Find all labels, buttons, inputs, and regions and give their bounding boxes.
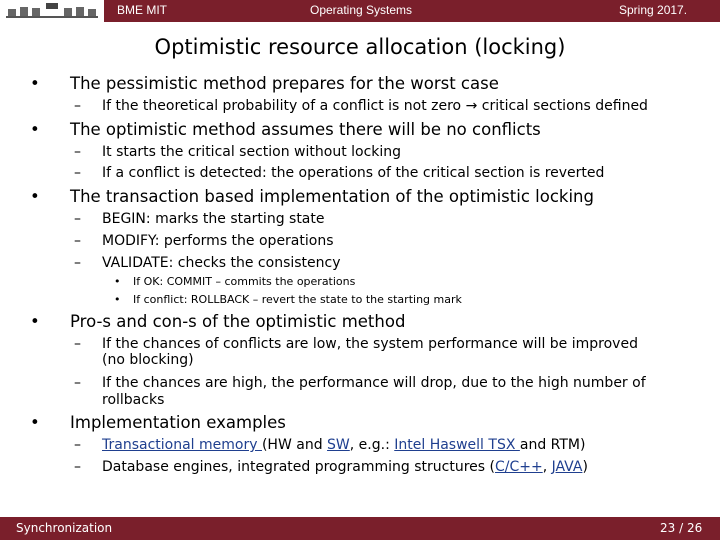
dash-icon: – — [74, 375, 81, 391]
header-bar — [0, 0, 720, 22]
link-sw[interactable]: SW — [327, 437, 350, 453]
link-intel-haswell-tsx[interactable]: Intel Haswell TSX — [394, 437, 520, 453]
dash-icon: – — [74, 211, 81, 227]
page-number: 23 / 26 — [660, 521, 703, 535]
dash-icon: – — [74, 255, 81, 271]
header-course: Operating Systems — [310, 3, 413, 17]
dash-icon: – — [74, 459, 81, 475]
dash-icon: – — [74, 336, 81, 352]
university-logo — [0, 0, 104, 22]
slide-title: Optimistic resource allocation (locking) — [154, 35, 566, 59]
bullet-icon: • — [30, 187, 40, 206]
footer-bar — [0, 517, 720, 540]
bullet-icon: • — [30, 74, 40, 93]
dash-icon: – — [74, 165, 81, 181]
link-java[interactable]: JAVA — [551, 459, 583, 475]
bullet-icon: • — [30, 312, 40, 331]
header-semester: Spring 2017. — [619, 3, 688, 17]
header-left: BME MIT — [117, 3, 167, 17]
footer-section: Synchronization — [16, 521, 113, 535]
link-c-cpp[interactable]: C/C++ — [494, 459, 543, 475]
link-transactional-memory[interactable]: Transactional memory — [102, 437, 262, 453]
bullet-icon: • — [30, 120, 40, 139]
dash-icon: – — [74, 233, 81, 249]
dash-icon: – — [74, 98, 81, 114]
dash-icon: – — [74, 437, 81, 453]
bullet-icon: • — [114, 275, 121, 288]
bullet-icon: • — [114, 293, 121, 306]
building-emblem-icon — [6, 3, 98, 18]
dash-icon: – — [74, 144, 81, 160]
bullet-icon: • — [30, 413, 40, 432]
